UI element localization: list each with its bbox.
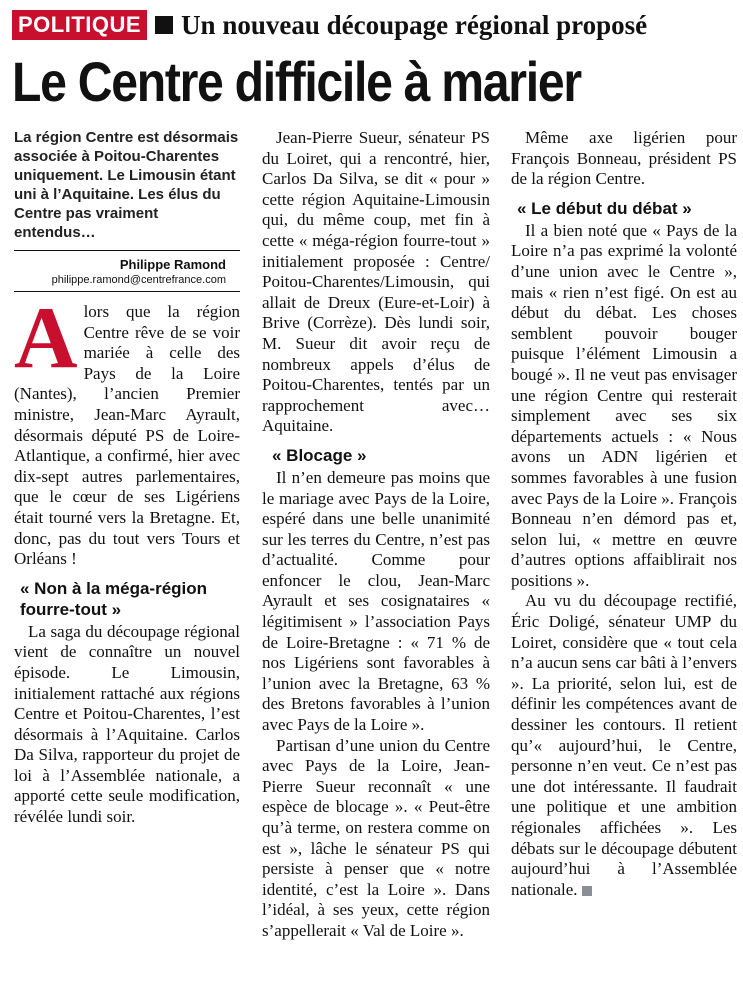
subhead-mega-region: « Non à la méga-région fourre-tout » [20,578,208,619]
kicker [12,8,647,42]
kicker-title: Un nouveau découpage régional proposé [181,9,648,40]
paragraph-8: Au vu du découpage rectifié, Éric Doligé, sénateur UMP du Loiret, considère que « tout cela n’a aucun sens car bâti à l’envers ». La priorité, selon lui, est de définir les compétences avant de dessiner les contours. Il retient qu’« aujourd’hui, le Centre, personne n’en veut. Ce n’est pas une dot intéressante. Il faudrait une politique et une ambition régionales affichées ». Les débats sur le découpage débutent aujourd’hui à l’Assemblée nationale. [511,591,737,899]
paragraph-1-text: lors que la région Centre rêve de se voir mariée à celle des Pays de la Loire (Nantes), l’ancien Premier ministre, Jean-Marc Ayrault, désormais député PS de Loire-Atlantique, a confirmé, hier avec dix-sept autres parlementaires, que le cœur de ses Ligériens était tourné vers la Bretagne. Et, donc, pas du tout vers Tours et Orléans ! [14,302,240,569]
rubric-label: POLITIQUE [12,10,147,40]
paragraph-7: Il a bien noté que « Pays de la Loire n’a pas exprimé la volonté d’une union avec le Centre », mais « rien n’est figé. On est au début du débat. Les choses semblent pouvoir bouger puisque l’élément Limousin a bougé ». Il ne veut pas envisager une région Centre qui resterait simplement avec ses six départements actuels : « Nous avons un ADN ligérien et sommes favorables à une fusion avec Pays de la Loire ». François Bonneau n’en démord pas et, selon lui, « mettre en œuvre d’autres options affaiblirait nos positions ». [511,220,737,590]
subhead-debut-debat: « Le début du débat » [517,198,692,218]
paragraph-4: Il n’en demeure pas moins que le mariage avec Pays de la Loire, espéré dans une belle unanimité sur les terres du Centre, n’est pas d’actualité. Comme pour enfoncer le clou, Jean-Marc Ayrault et ses cosignataires « légitimisent » l’association Pays de Loire-Bretagne : « 71 % de nos Ligériens sont favorables à l’union avec la Bretagne, 63 % des Bretons favorables à l’union avec Pays de la Loire ». [262,467,490,735]
separator-square-icon [155,16,173,34]
author-email: philippe.ramond@centrefrance.com [51,274,226,286]
paragraph-3: Jean-Pierre Sueur, sénateur PS du Loiret, qui a rencontré, hier, Carlos Da Silva, se dit « pour » cette région Aquitaine-Limousin qui, du même coup, met fin à cette « méga-région fourre-tout » initialement proposée : Centre/ Poitou-Charentes/Limousin, qui allait de Dreux (Eure-et-Loir) à Brive (Corrèze). Dès lundi soir, M. Sueur dit avoir reçu de nombreux appels d’élus de Poitou-Charentes, tentés par un rapprochement avec… Aquitaine. [262,128,490,436]
paragraph-5: Partisan d’une union du Centre avec Pays de la Loire, Jean-Pierre Sueur reconnaît « une espèce de blocage ». « Peut-être qu’à terme, on restera comme on est », lâche le sénateur PS qui persiste à penser que « notre identité, c’est la Loire ». Dans l’idéal, à ses yeux, cette région s’appellerait « Val de Loire ». [262,735,490,940]
byline [14,257,240,287]
column-2 [262,128,490,992]
paragraph-6: Même axe ligérien pour François Bonneau, président PS de la région Centre. [511,128,737,189]
end-of-article-square-icon [582,886,592,896]
headline: Le Centre difficile à marier [12,50,581,113]
subhead-blocage: « Blocage » [272,445,367,465]
lead-paragraph: La région Centre est désormais associée à Poitou-Charentes uniquement. Le Limousin étant uni à l’Aquitaine. Les élus du Centre pas vraiment entendus… [14,128,240,251]
paragraph-2: La saga du découpage régional vient de connaître un nouvel épisode. Le Limousin, initialement rattaché aux régions Centre et Poitou-Charentes, l’est désormais à l’Aquitaine. Carlos Da Silva, rapporteur du projet de loi à l’Assemblée nationale, a apporté cette seule modification, révélée lundi soir. [14,621,240,827]
column-3 [511,128,737,992]
dropcap-letter: A [14,290,78,387]
paragraph-1 [14,290,240,570]
column-1 [14,128,240,992]
author-name: Philippe Ramond [119,257,226,272]
